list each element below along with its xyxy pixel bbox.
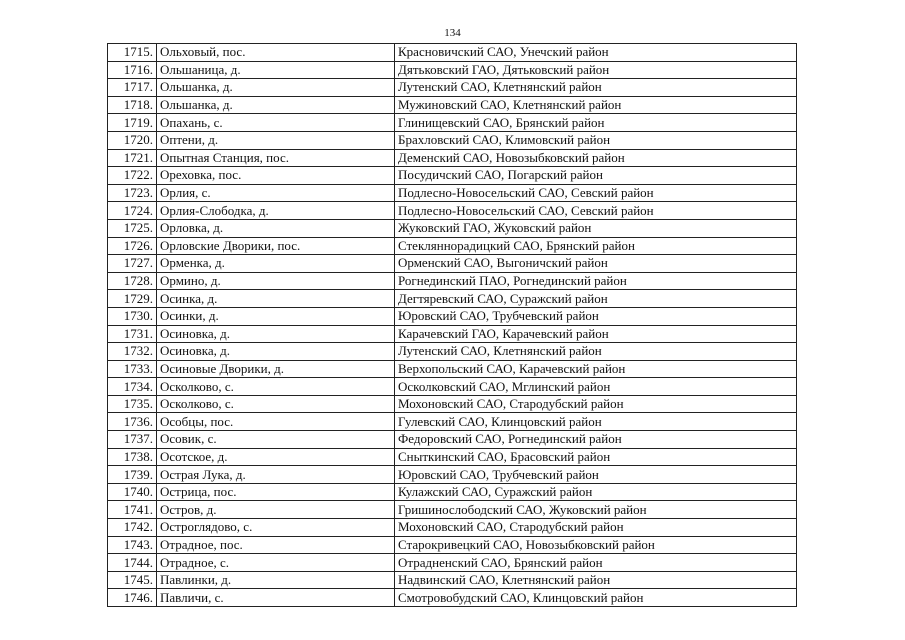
settlement-name-cell: Опытная Станция, пос.: [157, 149, 395, 167]
table-body: [108, 44, 797, 607]
row-number-cell: 1740.: [108, 483, 157, 501]
table-row: [108, 255, 797, 273]
table-row: [108, 272, 797, 290]
row-number-cell: 1720.: [108, 131, 157, 149]
district-cell: Мохоновский САО, Стародубский район: [395, 395, 797, 413]
district-cell: Лутенский САО, Клетнянский район: [395, 79, 797, 97]
table-row: [108, 307, 797, 325]
table-row: [108, 79, 797, 97]
table-row: [108, 219, 797, 237]
table-row: [108, 237, 797, 255]
row-number-cell: 1735.: [108, 395, 157, 413]
table-row: [108, 554, 797, 572]
district-cell: Гулевский САО, Клинцовский район: [395, 413, 797, 431]
district-cell: Гришинослободский САО, Жуковский район: [395, 501, 797, 519]
row-number-cell: 1734.: [108, 378, 157, 396]
settlement-name-cell: Орловка, д.: [157, 219, 395, 237]
settlement-name-cell: Особцы, пос.: [157, 413, 395, 431]
row-number-cell: 1742.: [108, 519, 157, 537]
row-number-cell: 1716.: [108, 61, 157, 79]
settlement-name-cell: Осинки, д.: [157, 307, 395, 325]
table-row: [108, 378, 797, 396]
district-cell: Верхопольский САО, Карачевский район: [395, 360, 797, 378]
district-cell: Надвинский САО, Клетнянский район: [395, 571, 797, 589]
row-number-cell: 1717.: [108, 79, 157, 97]
district-cell: Осколковский САО, Мглинский район: [395, 378, 797, 396]
row-number-cell: 1725.: [108, 219, 157, 237]
table-row: [108, 536, 797, 554]
table-row: [108, 167, 797, 185]
table-row: [108, 413, 797, 431]
settlement-name-cell: Острица, пос.: [157, 483, 395, 501]
settlement-name-cell: Павлинки, д.: [157, 571, 395, 589]
district-cell: Сныткинский САО, Брасовский район: [395, 448, 797, 466]
settlement-name-cell: Осиновка, д.: [157, 325, 395, 343]
settlement-name-cell: Остроглядово, с.: [157, 519, 395, 537]
table-row: [108, 202, 797, 220]
district-cell: Орменский САО, Выгоничский район: [395, 255, 797, 273]
settlement-name-cell: Ольшаница, д.: [157, 61, 395, 79]
row-number-cell: 1721.: [108, 149, 157, 167]
row-number-cell: 1722.: [108, 167, 157, 185]
table-row: [108, 519, 797, 537]
settlements-table: [107, 43, 797, 607]
district-cell: Смотровобудский САО, Клинцовский район: [395, 589, 797, 607]
district-cell: Старокривецкий САО, Новозыбковский район: [395, 536, 797, 554]
district-cell: Подлесно-Новосельский САО, Севский район: [395, 202, 797, 220]
district-cell: Лутенский САО, Клетнянский район: [395, 343, 797, 361]
district-cell: Жуковский ГАО, Жуковский район: [395, 219, 797, 237]
settlement-name-cell: Орлия-Слободка, д.: [157, 202, 395, 220]
row-number-cell: 1733.: [108, 360, 157, 378]
table-row: [108, 61, 797, 79]
district-cell: Федоровский САО, Рогнединский район: [395, 431, 797, 449]
table-row: [108, 571, 797, 589]
district-cell: Красновичский САО, Унечский район: [395, 44, 797, 62]
table-row: [108, 466, 797, 484]
table-row: [108, 325, 797, 343]
settlement-name-cell: Ольшанка, д.: [157, 79, 395, 97]
district-cell: Кулажский САО, Суражский район: [395, 483, 797, 501]
row-number-cell: 1724.: [108, 202, 157, 220]
settlement-name-cell: Остров, д.: [157, 501, 395, 519]
row-number-cell: 1732.: [108, 343, 157, 361]
settlement-name-cell: Острая Лука, д.: [157, 466, 395, 484]
row-number-cell: 1727.: [108, 255, 157, 273]
settlement-name-cell: Орлия, с.: [157, 184, 395, 202]
table-row: [108, 44, 797, 62]
district-cell: Глинищевский САО, Брянский район: [395, 114, 797, 132]
settlement-name-cell: Осиновые Дворики, д.: [157, 360, 395, 378]
district-cell: Карачевский ГАО, Карачевский район: [395, 325, 797, 343]
district-cell: Мужиновский САО, Клетнянский район: [395, 96, 797, 114]
table-row: [108, 149, 797, 167]
settlement-name-cell: Осколково, с.: [157, 378, 395, 396]
row-number-cell: 1726.: [108, 237, 157, 255]
table-row: [108, 431, 797, 449]
district-cell: Подлесно-Новосельский САО, Севский район: [395, 184, 797, 202]
row-number-cell: 1729.: [108, 290, 157, 308]
row-number-cell: 1741.: [108, 501, 157, 519]
row-number-cell: 1730.: [108, 307, 157, 325]
settlement-name-cell: Осовик, с.: [157, 431, 395, 449]
settlement-name-cell: Ольшанка, д.: [157, 96, 395, 114]
row-number-cell: 1745.: [108, 571, 157, 589]
settlement-name-cell: Ормино, д.: [157, 272, 395, 290]
table-row: [108, 343, 797, 361]
settlement-name-cell: Павличи, с.: [157, 589, 395, 607]
row-number-cell: 1744.: [108, 554, 157, 572]
row-number-cell: 1731.: [108, 325, 157, 343]
row-number-cell: 1715.: [108, 44, 157, 62]
settlement-name-cell: Отрадное, пос.: [157, 536, 395, 554]
district-cell: Рогнединский ПАО, Рогнединский район: [395, 272, 797, 290]
district-cell: Юровский САО, Трубчевский район: [395, 307, 797, 325]
settlement-name-cell: Оптени, д.: [157, 131, 395, 149]
settlement-name-cell: Орловские Дворики, пос.: [157, 237, 395, 255]
district-cell: Брахловский САО, Климовский район: [395, 131, 797, 149]
table-row: [108, 184, 797, 202]
row-number-cell: 1736.: [108, 413, 157, 431]
row-number-cell: 1739.: [108, 466, 157, 484]
district-cell: Дятьковский ГАО, Дятьковский район: [395, 61, 797, 79]
settlement-name-cell: Осиновка, д.: [157, 343, 395, 361]
settlement-name-cell: Орменка, д.: [157, 255, 395, 273]
row-number-cell: 1728.: [108, 272, 157, 290]
row-number-cell: 1718.: [108, 96, 157, 114]
table-row: [108, 96, 797, 114]
table-row: [108, 114, 797, 132]
district-cell: Посудичский САО, Погарский район: [395, 167, 797, 185]
settlement-name-cell: Ольховый, пос.: [157, 44, 395, 62]
table-row: [108, 395, 797, 413]
row-number-cell: 1723.: [108, 184, 157, 202]
settlement-name-cell: Осинка, д.: [157, 290, 395, 308]
settlement-name-cell: Осколково, с.: [157, 395, 395, 413]
table-row: [108, 483, 797, 501]
settlement-name-cell: Ореховка, пос.: [157, 167, 395, 185]
row-number-cell: 1737.: [108, 431, 157, 449]
table-row: [108, 360, 797, 378]
table-row: [108, 448, 797, 466]
row-number-cell: 1746.: [108, 589, 157, 607]
district-cell: Деменский САО, Новозыбковский район: [395, 149, 797, 167]
table-row: [108, 589, 797, 607]
settlement-name-cell: Осотское, д.: [157, 448, 395, 466]
row-number-cell: 1743.: [108, 536, 157, 554]
district-cell: Стекляннорадицкий САО, Брянский район: [395, 237, 797, 255]
table-row: [108, 131, 797, 149]
settlement-name-cell: Отрадное, с.: [157, 554, 395, 572]
page-number: 134: [444, 27, 461, 39]
district-cell: Дегтяревский САО, Суражский район: [395, 290, 797, 308]
table-row: [108, 501, 797, 519]
district-cell: Юровский САО, Трубчевский район: [395, 466, 797, 484]
table-row: [108, 290, 797, 308]
district-cell: Мохоновский САО, Стародубский район: [395, 519, 797, 537]
settlement-name-cell: Опахань, с.: [157, 114, 395, 132]
district-cell: Отрадненский САО, Брянский район: [395, 554, 797, 572]
row-number-cell: 1738.: [108, 448, 157, 466]
row-number-cell: 1719.: [108, 114, 157, 132]
